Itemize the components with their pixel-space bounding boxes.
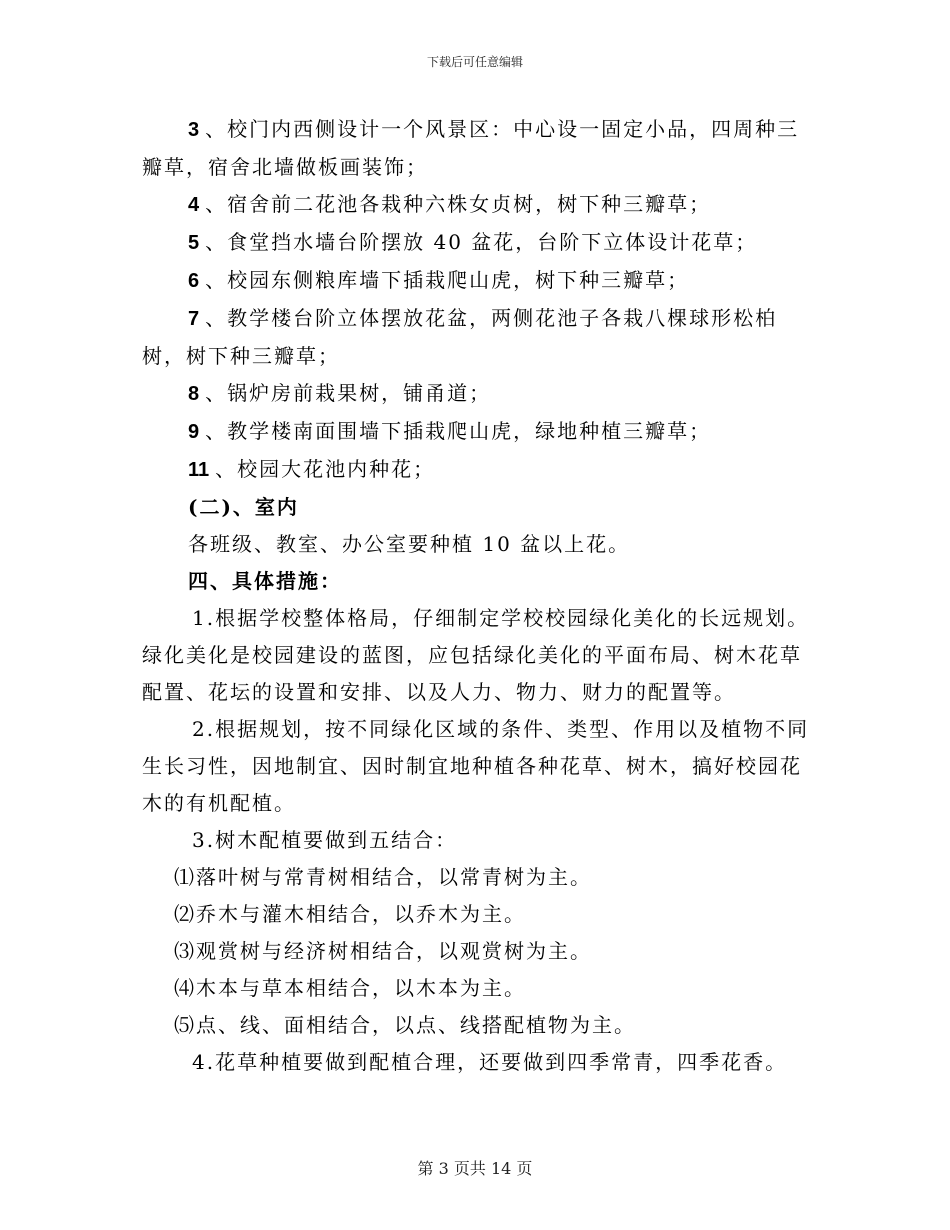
- list-item: [142, 451, 810, 489]
- item-number: 5: [188, 232, 200, 254]
- document-body: [142, 111, 810, 1081]
- paragraph: 各班级、教室、办公室要种植 10 盆以上花。: [188, 532, 631, 556]
- section-heading: 四、具体措施：: [188, 569, 342, 593]
- list-item: [142, 186, 810, 224]
- item-number: 11: [188, 459, 210, 481]
- sub-list-item: ⑴落叶树与常青树相结合，以常青树为主。: [174, 865, 592, 889]
- page-header: 下载后可任意编辑: [426, 55, 523, 69]
- sub-list-item: ⑵乔木与灌木相结合，以乔木为主。: [174, 902, 526, 926]
- list-item: [142, 300, 810, 375]
- item-text: 、校园东侧粮库墙下插栽爬山虎，树下种三瓣草；: [205, 268, 690, 292]
- list-item: [142, 224, 810, 262]
- item-text: 、宿舍前二花池各栽种六株女贞树，树下种三瓣草；: [205, 192, 712, 216]
- item-number: 6: [188, 270, 200, 292]
- item-text: 、校园大花池内种花；: [215, 457, 436, 481]
- item-number: 7: [188, 308, 200, 330]
- sub-list-item: ⑶观赏树与经济树相结合，以观赏树为主。: [174, 939, 592, 963]
- list-item: [142, 262, 810, 300]
- list-item: [142, 111, 810, 186]
- item-text: 、锅炉房前栽果树，铺甬道；: [205, 381, 492, 405]
- sub-list-item: ⑸点、线、面相结合，以点、线搭配植物为主。: [174, 1013, 636, 1037]
- paragraph: 4.花草种植要做到配植合理，还要做到四季常青，四季花香。: [192, 1050, 788, 1074]
- paragraph: 2.根据规划，按不同绿化区域的条件、类型、作用以及植物不同生长习性，因地制宜、因时制宜地种植各种花草、树木，搞好校园花木的有机配植。: [142, 717, 810, 815]
- item-text: 、食堂挡水墙台阶摆放 40 盆花，台阶下立体设计花草；: [205, 230, 758, 254]
- paragraph: 1.根据学校整体格局，仔细制定学校校园绿化美化的长远规划。绿化美化是校园建设的蓝图，应包括绿化美化的平面布局、树木花草配置、花坛的设置和安排、以及人力、物力、财力的配置等。: [142, 606, 810, 704]
- item-number: 4: [188, 194, 200, 216]
- paragraph: 3.树木配植要做到五结合：: [192, 828, 458, 852]
- item-number: 3: [188, 119, 200, 141]
- item-text: 、教学楼台阶立体摆放花盆，两侧花池子各栽八棵球形松柏树，树下种三瓣草；: [142, 306, 778, 368]
- list-item: [142, 413, 810, 451]
- item-text: 、教学楼南面围墙下插栽爬山虎，绿地种植三瓣草；: [205, 419, 712, 443]
- list-item: [142, 375, 810, 413]
- sub-list-item: ⑷木本与草本相结合，以木本为主。: [174, 976, 526, 1000]
- section-heading: (二)、室内: [188, 495, 299, 519]
- item-number: 8: [188, 383, 200, 405]
- page-footer: 第 3 页共 14 页: [417, 1159, 533, 1178]
- item-text: 、校门内西侧设计一个风景区：中心设一固定小品，四周种三瓣草，宿舍北墙做板画装饰；: [142, 117, 800, 179]
- item-number: 9: [188, 421, 200, 443]
